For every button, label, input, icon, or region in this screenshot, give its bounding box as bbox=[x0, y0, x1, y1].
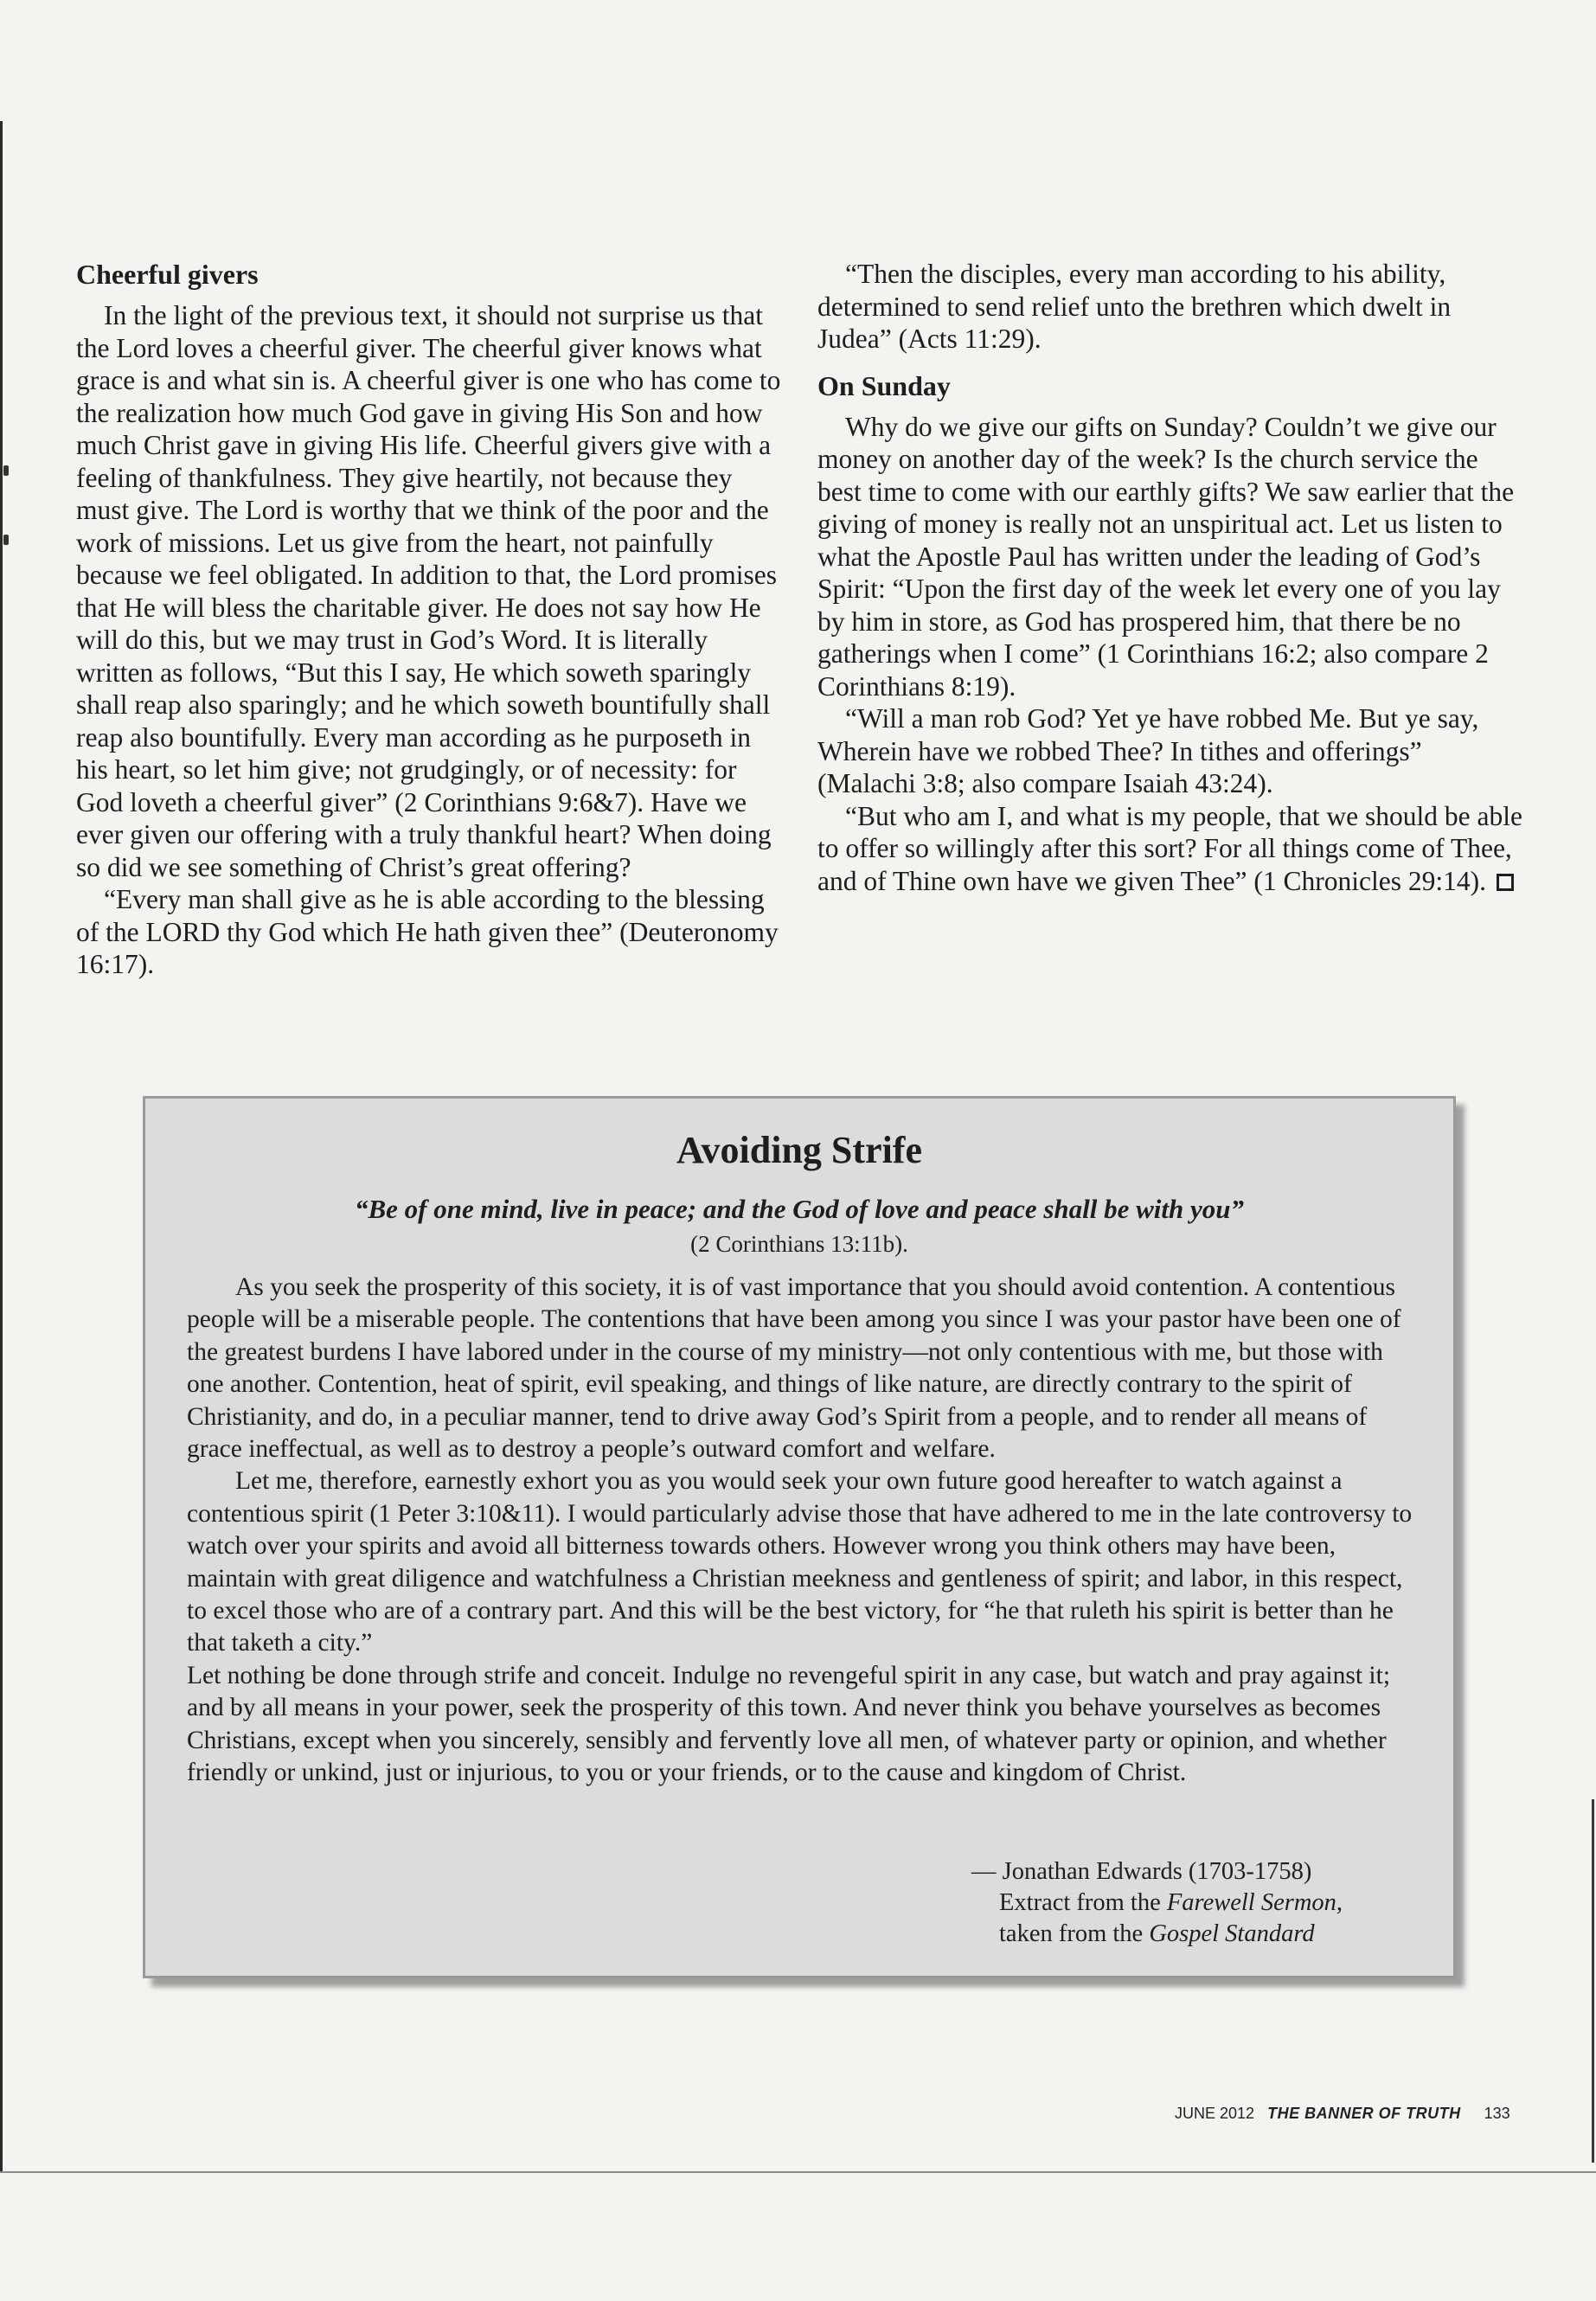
sidebar-body bbox=[187, 1272, 1415, 1790]
attribution-title: Gospel Standard bbox=[1149, 1920, 1315, 1947]
paragraph: Let me, therefore, earnestly exhort you as you would seek your own future good hereafter to watch against a contentious spirit (1 Peter 3:10&11). I would particularly advise those that have adhered to me in the late controversy to watch over your spirits and avoid all bitterness towards others. However wrong you think others may have been, maintain with great diligence and watchfulness a Christian meekness and gentleness of spirit; and labor, in this respect, to excel those who are of a contrary part. And this will be the best victory, for “he that ruleth his spirit is better than he that taketh a city.” bbox=[187, 1467, 1413, 1657]
paragraph: Let nothing be done through strife and conceit. Indulge no revengeful spirit in any case, but watch and pray against it; and by all means in your power, seek the prosperity of this town. And never think you behave yourselves as becomes Christians, except when you sincerely, sensibly and fervently love all men, of whatever party or opinion, and whether friendly or unkind, just or injurious, to you or your friends, or to the cause and kingdom of Christ. bbox=[187, 1661, 1391, 1787]
paragraph: “Then the disciples, every man according to his ability, determined to send relief unto the brethren which dwelt in Judea” (Acts 11:29). bbox=[817, 259, 1452, 354]
attribution-prefix: Extract from the bbox=[999, 1889, 1167, 1916]
paragraph bbox=[817, 800, 1527, 898]
footer-magazine-title: THE BANNER OF TRUTH bbox=[1267, 2105, 1461, 2122]
sidebar-attribution bbox=[971, 1856, 1343, 1950]
scan-edge-right bbox=[1592, 1799, 1594, 2163]
attribution-title: Farewell Sermon, bbox=[1166, 1889, 1343, 1916]
paragraph: “Every man shall give as he is able according to the blessing of the LORD thy God which He hath given thee” (Deuteronomy 16:17). bbox=[76, 884, 779, 979]
footer-date: JUNE 2012 bbox=[1175, 2105, 1255, 2122]
footer-page-number: 133 bbox=[1484, 2105, 1510, 2122]
attribution-source-line bbox=[971, 1919, 1343, 1950]
attribution-prefix: taken from the bbox=[999, 1920, 1150, 1947]
scan-edge-left bbox=[0, 121, 3, 2171]
paragraph: Why do we give our gifts on Sunday? Couldn’t we give our money on another day of the week? Is the church service the best time to come with our earthly gifts? We saw earlier that the giving of money is really not an unspiritual act. Let us listen to what the Apostle Paul has written under the leading of God’s Spirit: “Upon the first day of the week let every one of you lay by him in store, as God has prospered him, that there be no gatherings when I come” (1 Corinthians 16:2; also compare 2 Corinthians 8:19). bbox=[817, 411, 1515, 702]
page-footer bbox=[1175, 2105, 1510, 2123]
sidebar-title: Avoiding Strife bbox=[676, 1129, 922, 1171]
section-heading-on-sunday: On Sunday bbox=[817, 369, 951, 401]
paragraph: “Will a man rob God? Yet ye have robbed Me. But ye say, Wherein have we robbed Thee? In tithes and offerings” (Malachi 3:8; also compare Isaiah 43:24). bbox=[817, 703, 1479, 798]
sidebar-epigraph-reference: (2 Corinthians 13:11b). bbox=[690, 1231, 908, 1257]
paragraph: As you seek the prosperity of this society, it is of vast importance that you should avoid contention. A contentious people will be a miserable people. The contentions that have been among you since I was your pastor have been one of the greatest burdens I have labored under in the course of my ministry—not only contentious with me, but those with one another. Contention, heat of spirit, evil speaking, and things of like nature, are directly contrary to the spirit of Christianity, and do, in a peculiar manner, tend to drive away God’s Spirit from a people, and to render all means of grace ineffectual, as well as to destroy a people’s outward comfort and welfare. bbox=[187, 1273, 1401, 1464]
end-of-article-icon bbox=[1497, 874, 1514, 891]
attribution-source-line bbox=[971, 1888, 1343, 1919]
sidebar-box-avoiding-strife bbox=[143, 1096, 1456, 1978]
right-column bbox=[817, 258, 1527, 897]
sidebar-epigraph: “Be of one mind, live in peace; and the God of love and peace shall be with you” bbox=[354, 1194, 1245, 1224]
scan-mark bbox=[3, 535, 9, 545]
paragraph-text: “But who am I, and what is my people, that we should be able to offer so willingly after this sort? For all things come of Thee, and of Thine own have we given Thee” (1 Chronicles 29:14). bbox=[817, 800, 1522, 896]
paragraph: In the light of the previous text, it should not surprise us that the Lord loves a cheerful giver. The cheerful giver knows what grace is and what sin is. A cheerful giver is one who has come to the realization how much God gave in giving His Son and how much Christ gave in giving His life. Cheerful givers give with a feeling of thankfulness. They give heartily, not because they must give. The Lord is worthy that we think of the poor and the work of missions. Let us give from the heart, not painfully because we feel obligated. In addition to that, the Lord promises that He will bless the charitable giver. He does not say how He will do this, but we may trust in God’s Word. It is literally written as follows, “But this I say, He which soweth sparingly shall reap also sparingly; and he which soweth bountifully shall reap also bountifully. Every man according as he purposeth in his heart, so let him give; not grudgingly, or of necessity: for God loveth a cheerful giver” (2 Corinthians 9:6&7). Have we ever given our offering with a truly thankful heart? When doing so did we see something of Christ’s great offering? bbox=[76, 300, 781, 882]
scan-mark bbox=[3, 465, 9, 476]
attribution-author: — Jonathan Edwards (1703-1758) bbox=[971, 1858, 1312, 1885]
left-column bbox=[76, 258, 785, 981]
section-heading-cheerful-givers: Cheerful givers bbox=[76, 259, 259, 290]
scan-edge-bottom bbox=[0, 2171, 1596, 2173]
